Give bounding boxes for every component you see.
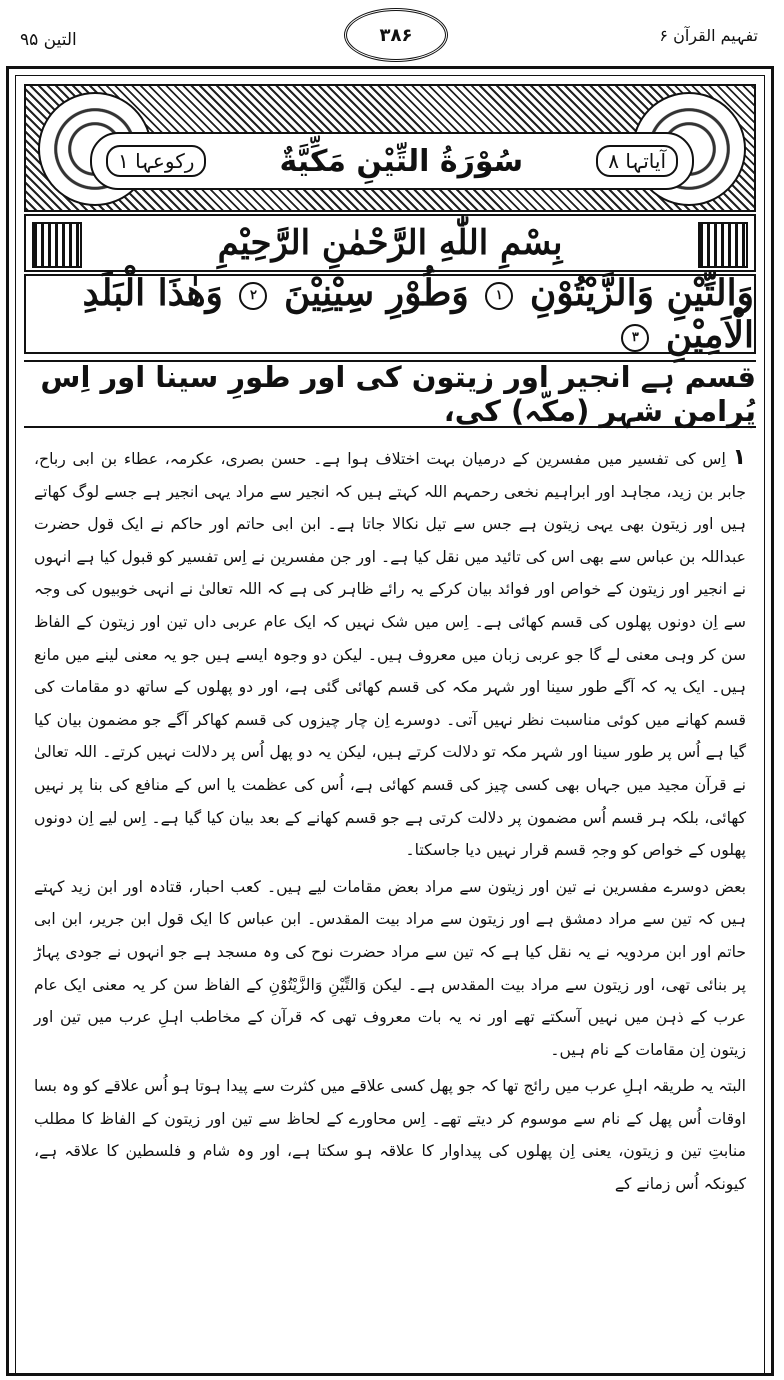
ayah-number-1: ۱ — [485, 282, 513, 310]
commentary-text-1: اِس کی تفسیر میں مفسرین کے درمیان بہت اختلاف ہوا ہے۔ حسن بصری، عکرمہ، عطاء بن ابی رباح، جابر بن زید، مجاہد اور ابراہیم نخعی رحمہم اللہ کہتے ہیں کہ انجیر سے مراد یہی انجیر ہے جسے لوگ کھاتے ہیں اور زیتون بھی یہی زیتون ہے جس سے تیل نکالا جاتا ہے۔ ابن ابی حاتم اور حاکم نے ایک قول حضرت عبداللہ بن عباس سے بھی اس کی تائید میں نقل کیا ہے۔ اور جن مفسرین نے اِس تفسیر کو قبول کیا ہے انہوں نے انجیر اور زیتون کے خواص اور فوائد بیان کرکے یہ رائے ظاہر کی ہے کہ اللہ تعالیٰ نے انہی خوبیوں کی وجہ سے اِن دونوں پھلوں کی قسم کھائی ہے۔ اِس میں شک نہیں کہ ایک عام عربی داں تین اور زیتون کے الفاظ سن کر وہی معنی لے گا جو عربی زبان میں معروف ہیں۔ لیکن دو وجوہ ایسے ہیں جو یہ معنی لینے میں مانع ہیں۔ ایک یہ کہ آگے طور سینا اور شہر مکہ کی قسم کھائی گئی ہے، اور دو پھلوں کے ساتھ دو مقامات کی قسم کھانے میں کوئی مناسبت نظر نہیں آتی۔ دوسرے اِن چار چیزوں کی قسم کھاکر آگے جو مضمون بیان کیا گیا ہے اُس پر طور سینا اور شہر مکہ تو دلالت کرتے ہیں، لیکن یہ دو پھل اُس پر دلالت نہیں کرتے۔ اللہ تعالیٰ نے قرآن مجید میں جہاں بھی کسی چیز کی قسم کھائی ہے، اُس کی عظمت یا اس کے منافع کی بنا پر نہیں کھائی، بلکہ ہر قسم اُس مضمون پر دلالت کرتی ہے جو قسم کھانے کے بعد بیان کیا گیا ہے۔ اِس لیے اِن دونوں پھلوں کے خواص کو وجہِ قسم قرار نہیں دیا جاسکتا۔ — [34, 450, 746, 860]
verse-1: وَالتِّيْنِ وَالزَّيْتُوْنِ — [529, 272, 754, 314]
page-number: ۳۸۶ — [344, 8, 448, 62]
running-head-surah: التین ۹۵ — [20, 30, 77, 50]
footnote-marker: ۱ — [732, 445, 746, 470]
bismillah-band — [24, 214, 756, 272]
surah-title-box — [90, 132, 694, 190]
arabic-verses — [24, 274, 756, 354]
translation-box — [24, 360, 756, 428]
ayah-number-2: ۲ — [239, 282, 267, 310]
commentary — [34, 442, 746, 1205]
bismillah: بِسْمِ اللّٰهِ الرَّحْمٰنِ الرَّحِيْمِ — [217, 223, 563, 263]
running-head-book: تفہیم القرآن ۶ — [659, 26, 758, 45]
commentary-paragraph-2: بعض دوسرے مفسرین نے تین اور زیتون سے مراد بعض مقامات لیے ہیں۔ کعب احبار، قتادہ اور ابن زید کہتے ہیں کہ تین سے مراد دمشق ہے اور زیتون سے مراد بیت المقدس۔ ابن عباس کا ایک قول ابن جریر، ابن ابی حاتم اور ابن مردویہ نے یہ نقل کیا ہے کہ تین سے مراد حضرت نوح کی وہ مسجد ہے جو انہوں نے جودی پہاڑ پر بنائی تھی، اور زیتون سے مراد بیت المقدس ہے۔ لیکن وَالتِّيْنِ وَالزَّيْتُوْنِ کے الفاظ سن کر یہ معنی ایک عام عرب کے ذہن میں نہیں آسکتے تھے اور نہ یہ بات معروف تھی کہ قرآن کے مخاطب اہلِ عرب میں تین اور زیتون اِن مقامات کے نام ہیں۔ — [34, 877, 746, 1059]
commentary-paragraph-3: البتہ یہ طریقہ اہلِ عرب میں رائج تھا کہ جو پھل کسی علاقے میں کثرت سے پیدا ہوتا ہو اُس علاقے کو وہ بسا اوقات اُس پھل کے نام سے موسوم کر دیتے تھے۔ اِس محاورے کے لحاظ سے تین اور زیتون کے الفاظ کا مطلب منابتِ تین و زیتون، یعنی اِن پھلوں کی پیداوار کا علاقہ ہو سکتا ہے، اور وہ شام و فلسطین کا علاقہ ہے، کیونکہ اُس زمانے کے — [34, 1077, 746, 1194]
verse-2: وَطُوْرِ سِيْنِيْنَ — [284, 272, 469, 314]
surah-title: سُوْرَةُ التِّيْنِ مَكِّيَّةٌ — [279, 143, 524, 179]
ruku-count: رکوعہا ۱ — [106, 145, 206, 177]
ayah-number-3: ۳ — [621, 324, 649, 352]
urdu-translation: قسم ہے انجیر اور زیتون کی اور طورِ سینا اور اِس پُرامن شہر (مکّہ) کی، — [40, 360, 756, 428]
verses-line — [26, 272, 754, 356]
commentary-paragraph-1 — [34, 442, 746, 867]
verse-3: وَهٰذَا الْبَلَدِ الْاَمِيْنِ — [82, 272, 754, 356]
ayat-count: آیاتہا ۸ — [596, 145, 678, 177]
